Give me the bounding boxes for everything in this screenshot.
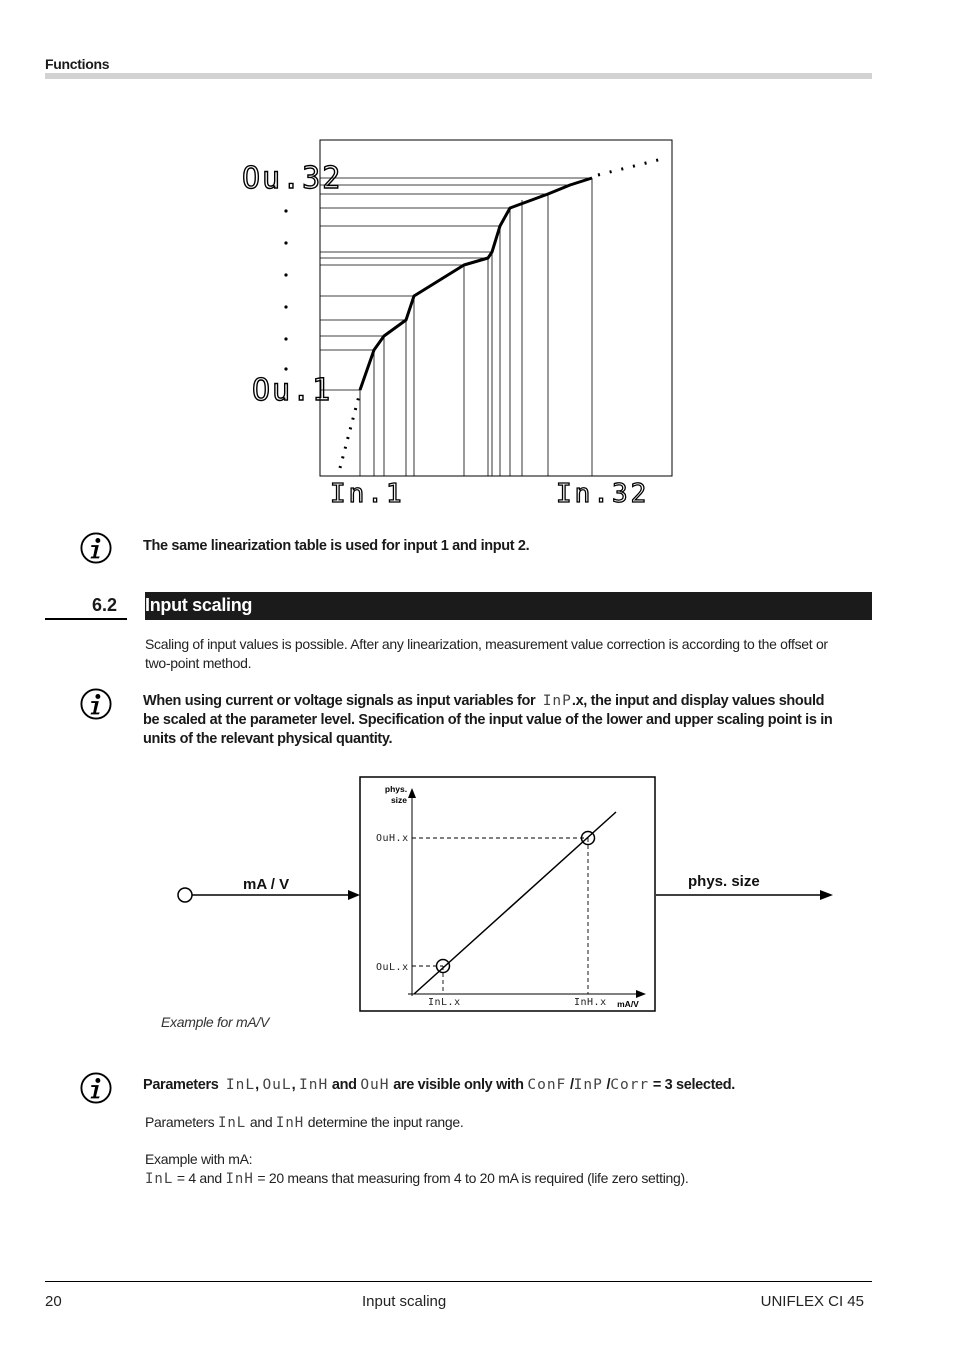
note-scaling	[143, 692, 878, 749]
note-same-table: The same linearization table is used for input 1 and input 2.	[143, 538, 530, 554]
note3-and: and	[331, 1077, 357, 1093]
param-inp: InP	[542, 693, 572, 709]
param-conf: ConF	[527, 1077, 567, 1093]
x-right-label: In.32	[556, 479, 650, 509]
param-corr: Corr	[610, 1077, 650, 1093]
range-paragraph	[145, 1113, 463, 1133]
param-inl: InL	[145, 1170, 174, 1187]
note2-post: .x, the input and display values should	[571, 693, 825, 709]
x-high-label: InH.x	[574, 997, 607, 1008]
note3-c2: ,	[291, 1077, 296, 1093]
info-icon	[80, 1072, 112, 1104]
section-title-bar	[145, 592, 872, 620]
note3-end: selected.	[676, 1077, 735, 1093]
param-inl: InL	[217, 1115, 247, 1131]
note2-line-2: be scaled at the parameter level. Specification of the input value of the lower and upper scaling point is in	[143, 712, 833, 728]
info-icon	[80, 688, 112, 720]
running-header: Functions	[45, 56, 110, 72]
range-rest: determine the input range.	[307, 1114, 464, 1130]
example-rest: = 20 means that measuring from 4 to 20 mA is required (life zero setting).	[257, 1169, 689, 1186]
param-inl: InL	[225, 1077, 256, 1093]
output-label: phys. size	[688, 873, 760, 890]
input-label: mA / V	[243, 876, 290, 893]
note3-s1: /	[569, 1077, 574, 1093]
header-rule	[45, 73, 872, 79]
footer-product: UNIFLEX CI 45	[760, 1293, 864, 1310]
param-inh: InH	[299, 1077, 329, 1093]
intro-line-1: Scaling of input values is possible. After any linearization, measurement value correction is according to the offset or	[145, 636, 828, 652]
note2-line-3: units of the relevant physical quantity.	[143, 731, 393, 747]
param-inh: InH	[225, 1170, 254, 1187]
y-bottom-label: Ou.1	[252, 373, 333, 408]
intro-paragraph	[145, 635, 828, 672]
range-and: and	[249, 1114, 273, 1130]
param-inp: InP	[573, 1077, 603, 1093]
y-low-label: OuL.x	[376, 962, 409, 973]
param-ouh: OuH	[360, 1077, 390, 1093]
y-high-label: OuH.x	[376, 833, 409, 844]
section-title: Input scaling	[145, 595, 253, 615]
note3-eq: = 3	[652, 1077, 673, 1093]
note3-w1: Parameters	[143, 1077, 219, 1093]
note-visibility	[143, 1076, 735, 1095]
x-low-label: InL.x	[428, 997, 461, 1008]
diagram-caption: Example for mA/V	[161, 1014, 270, 1030]
footer-rule	[45, 1281, 872, 1282]
footer-section: Input scaling	[362, 1293, 447, 1310]
param-oul: OuL	[262, 1077, 292, 1093]
x-axis-label: mA/V	[617, 999, 639, 1009]
intro-line-2: two-point method.	[145, 654, 252, 671]
example-heading: Example with mA:	[145, 1151, 253, 1167]
note3-c1: ,	[255, 1077, 259, 1093]
x-left-label: In.1	[330, 479, 405, 509]
section-number-bar	[45, 592, 127, 620]
example-paragraph	[145, 1150, 688, 1188]
note3-mid: are visible only with	[393, 1077, 524, 1093]
param-inh: InH	[275, 1115, 305, 1131]
note2-pre: When using current or voltage signals as input variables for	[143, 693, 536, 709]
page-number: 20	[45, 1293, 62, 1310]
scaling-diagram	[170, 770, 850, 1020]
y-top-label: Ou.32	[242, 161, 343, 196]
linearization-chart	[230, 130, 690, 510]
example-mid: = 4 and	[176, 1169, 222, 1186]
y-axis-label-1: phys.	[384, 784, 408, 794]
note3-s2: /	[606, 1077, 611, 1093]
section-number: 6.2	[91, 595, 117, 615]
range-w1: Parameters	[145, 1114, 215, 1130]
y-axis-label-2: size	[390, 795, 408, 805]
info-icon	[80, 532, 112, 564]
